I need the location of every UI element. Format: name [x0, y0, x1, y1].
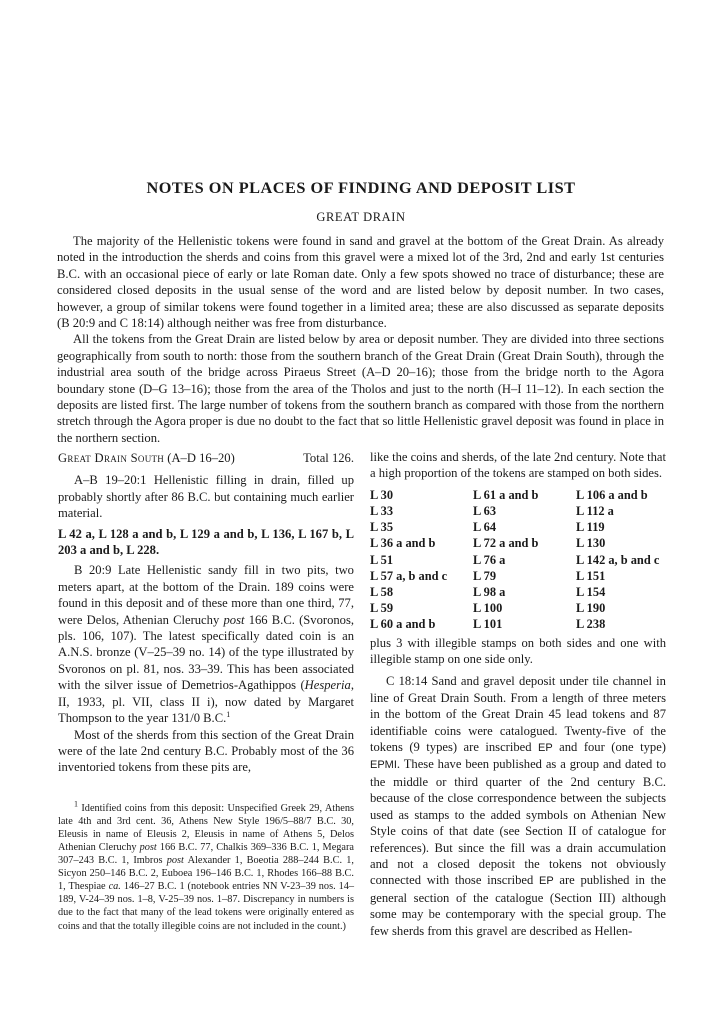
deposit-id: C 18:14: [386, 674, 428, 689]
token-entry: L 57 a, b and c: [370, 568, 448, 583]
deposit-id: A–B 19–20:1: [74, 473, 147, 488]
token-entry: L 238: [576, 617, 606, 632]
token-entry: L 130: [576, 536, 606, 551]
body-paragraph: plus 3 with illegible stamps on both sides and one with illegible stamp on one side only.: [370, 635, 666, 667]
right-column: [370, 449, 666, 939]
token-entry: L 59: [370, 601, 394, 616]
token-entry: L 72 a and b: [473, 536, 539, 551]
token-entry: L 101: [473, 617, 503, 632]
footnote: $^1$ Identified coins from this deposit: Unspecified Greek 29, Athens late 4th and 3rd cent. 36, Athens New Style 196/5–88/7 B.C. 30, Eleusis in name of Eleusis 2, Eleusis in name of Athens 5, Delos Athenian Cleruchy post 166 B.C. 77, Chalkis 369–336 B.C. 1, Megara 307–243 B.C. 1, Imbros post Alexander 1, Boeotia 288–244 B.C. 1, Sicyon 250–146 B.C. 2, Euboea 196–146 B.C. 1, Rhodes 166–88 B.C. 1, Thespiae ca. 146–27 B.C. 1 (notebook entries NN V-23–39 nos. 14–189, V-24–39 nos. 1–8, V-25–39 nos. 1–87. Discrepancy in numbers is due to the fact that many of the lead tokens were originally entered as coins and that the totally illegible coins are not included in the count.): [58, 799, 355, 932]
footnote-ref[interactable]: 1: [226, 709, 231, 719]
page-title: NOTES ON PLACES OF FINDING AND DEPOSIT LIST: [146, 178, 576, 197]
token-entry: L 154: [576, 585, 606, 600]
deposit-entry: A–B 19–20:1 Hellenistic filling in drain, filled up probably shortly after 86 B.C. but containing much earlier material.: [58, 473, 354, 521]
intro-paragraph: All the tokens from the Great Drain are listed below by area or deposit number. They are divided into three sections geographically from south to north: those from the southern branch of the Great Drain (Great Drain South), through the industrial area south of the bridge across Piraeus Street (A–D 20–16); those from the bridge north to the Agora boundary stone (D–G 13–16); those from the area of the Tholos and just to the north (H–I 11–12). In each section the deposits are listed first. The large number of tokens from the southern branch as compared with those from the northern stretch through the Agora proper is due no doubt to the fact that so little Hellenistic gravel deposit was found in place in the northern section.: [57, 332, 664, 445]
inscription: EP: [538, 742, 553, 755]
token-entry: L 142 a, b and c: [576, 552, 660, 567]
deposit-id: B 20:9: [74, 563, 112, 578]
left-column: [58, 450, 354, 933]
token-entry: L 106 a and b: [576, 487, 648, 502]
section-total: Total 126.: [303, 451, 354, 465]
token-entry: L 36 a and b: [370, 536, 436, 551]
token-entry: L 98 a: [473, 585, 506, 600]
section-name: Great Drain South: [58, 451, 165, 465]
section-heading: [58, 450, 354, 466]
token-entry: L 64: [473, 520, 497, 535]
footnote-number: 1: [74, 799, 78, 809]
token-entry: L 61 a and b: [473, 487, 539, 502]
intro-paragraph: The majority of the Hellenistic tokens were found in sand and gravel at the bottom of the Great Drain. As already noted in the introduction the sherds and coins from this gravel were a mixed lot of the 3rd, 2nd and early 1st centuries B.C. with an occasional piece of early or late Roman date. Only a few spots showed no trace of disturbance; these are considered closed deposits in the usual sense of the word and are listed below by deposit number. In two cases, however, a group of similar tokens were found together in a limited area; these are also discussed as separate deposits (B 20:9 and C 18:14) although neither was free from disturbance.: [57, 234, 664, 331]
inscription: EP: [538, 875, 554, 888]
body-paragraph: like the coins and sherds, of the late 2nd century. Note that a high proportion of the tokens are stamped on both sides.: [370, 450, 666, 481]
token-entry: L 60 a and b: [370, 617, 436, 632]
section-range: (A–D 16–20): [167, 451, 235, 465]
token-entry: L 151: [576, 568, 606, 583]
token-entry: L 79: [473, 568, 497, 583]
body-paragraph: Most of the sherds from this section of the Great Drain were of the late 2nd century B.C. Probably most of the 36 inventoried tokens from these pits are,: [58, 727, 354, 775]
token-entry: L 76 a: [473, 552, 506, 567]
token-entry: L 51: [370, 552, 394, 567]
token-entry: L 63: [473, 504, 497, 519]
token-entry: L 119: [576, 520, 605, 535]
token-entry: L 30: [370, 487, 394, 502]
token-entry: L 33: [370, 504, 394, 519]
deposit-entry: C 18:14 Sand and gravel deposit under tile channel in line of Great Drain South. From a length of three meters in the bottom of the Great Drain 45 lead tokens and 87 identifiable coins were catalogued. Twenty-five of the tokens (9 types) are inscribed EP and four (one type) EPMI. These have been published as a group and dated to the middle or third quarter of the 2nd century B.C. because of the close correspondence between the subjects used as stamps to the added symbols on Athenian New Style coins of that date (see Section II of catalogue for references). But since the fill was a drain accumulation and not a closed deposit the tokens not obviously connected with those inscribed EP are published in the general section of the catalogue (Section III) although some may be contemporary with the special group. The few sherds from this gravel are described as Hellen-: [370, 674, 666, 938]
token-entry: L 58: [370, 585, 394, 600]
intro-text: [57, 233, 664, 446]
inscription: EPMI: [370, 759, 397, 772]
token-table: [370, 487, 666, 633]
token-entry: L 112 a: [576, 504, 614, 519]
token-entry: L 35: [370, 520, 394, 535]
token-list: L 42 a, L 128 a and b, L 129 a and b, L 136, L 167 b, L 203 a and b, L 228.: [58, 526, 354, 558]
token-entry: L 190: [576, 601, 606, 616]
deposit-entry: B 20:9 Late Hellenistic sandy fill in two pits, two meters apart, at the bottom of the Drain. 189 coins were found in this deposit and of these more than one third, 77, were Delos, Athenian Cleruchy post 166 B.C. (Svoronos, pls. 106, 107). The latest specifically dated coin is an A.N.S. bronze (V–25–39 no. 14) of the type illustrated by Svoronos on pl. 81, nos. 33–39. This has been associated with the silver issue of Demetrios-Agathippos (Hesperia, II, 1933, pl. VII, class II i), now dated by Margaret Thompson to the year 131/0 B.C.$^1$: [58, 563, 355, 726]
section-subtitle: GREAT DRAIN: [316, 210, 406, 224]
token-entry: L 100: [473, 601, 503, 616]
